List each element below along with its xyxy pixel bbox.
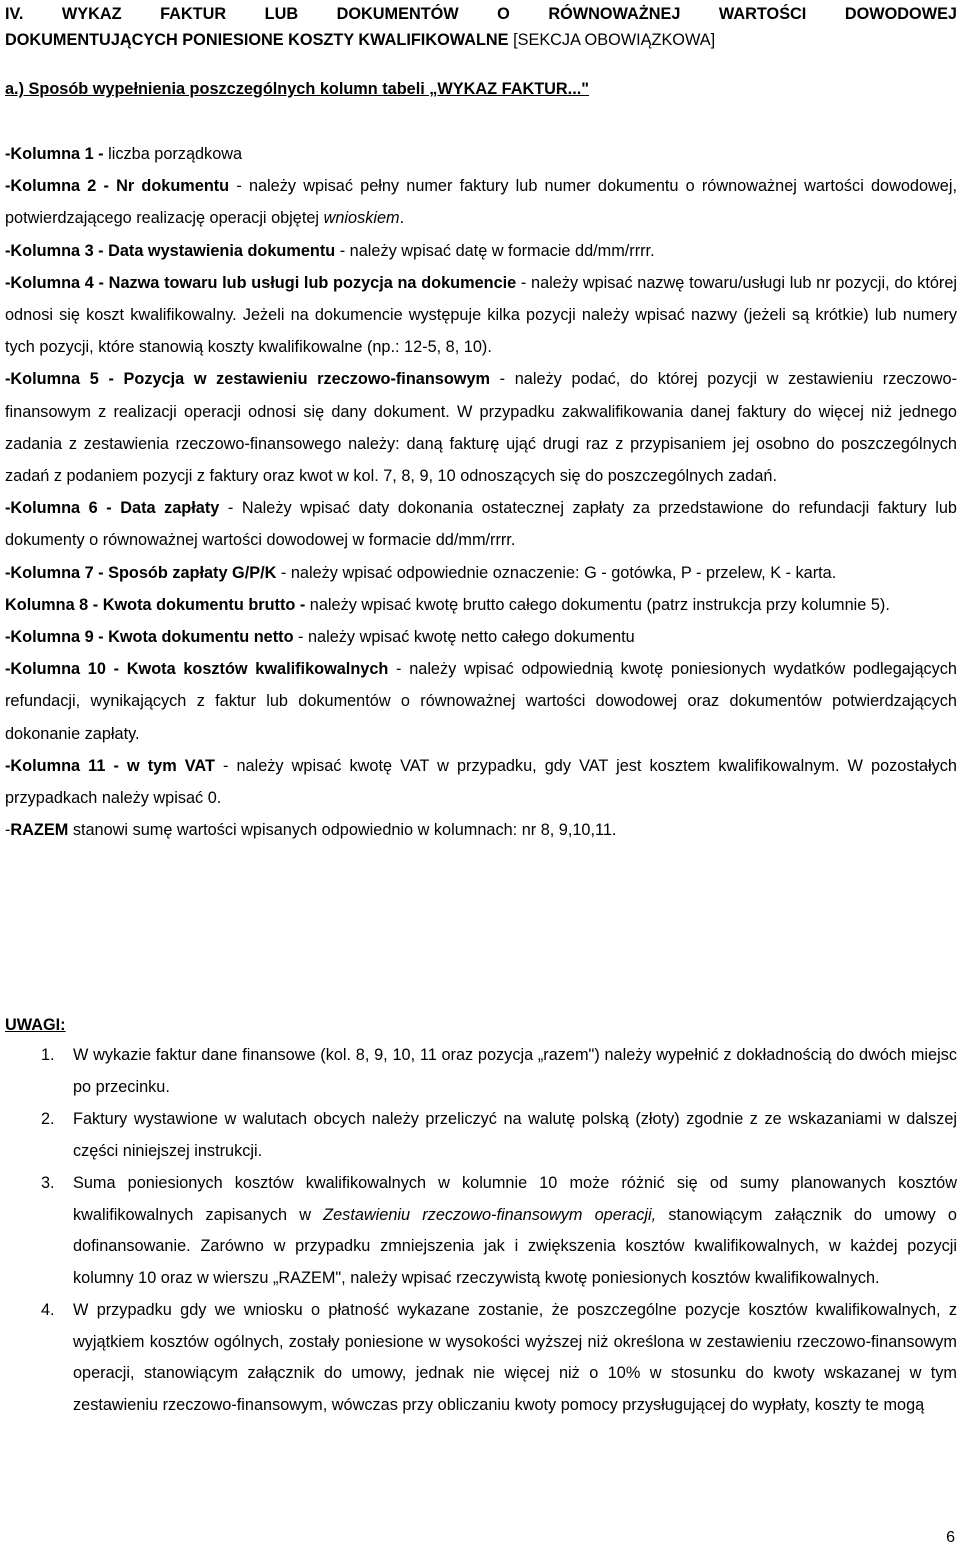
uwagi-item-text: W przypadku gdy we wniosku o płatność wykazane zostanie, że poszczególne pozycje kosztów kwalifikowalnych, z wyjątkiem kosztów ogólnych, zostały poniesione w wysokości wyższej niż określona w zestawieniu rzeczowo-finansowym operacji, stanowiącym załącznik do umowy, jednak nie więcej niż o 10% w stosunku do kwoty wskazanej w tym zestawieniu rzeczowo-finansowym, wówczas przy obliczaniu kwoty pomocy przysługującej do wypłaty, koszty te mogą (73, 1301, 957, 1414)
uwagi-list (5, 1040, 957, 1422)
column-9-description: -Kolumna 9 - Kwota dokumentu netto - należy wpisać kwotę netto całego dokumentu (5, 628, 635, 647)
page-number: 6 (946, 1529, 955, 1546)
column-6-description: -Kolumna 6 - Data zapłaty - Należy wpisać daty dokonania ostatecznej zapłaty za przedstawione do refundacji faktury lub dokumenty o równoważnej wartości dowodowej w formacie dd/mm/rrrr. (5, 499, 957, 550)
column-11-description: -Kolumna 11 - w tym VAT - należy wpisać kwotę VAT w przypadku, gdy VAT jest kosztem kwalifikowalnym. W pozostałych przypadkach należy wpisać 0. (5, 756, 957, 808)
column-2-description: -Kolumna 2 - Nr dokumentu - należy wpisać pełny numer faktury lub numer dokumentu o równoważnej wartości dowodowej, potwierdzającego realizację operacji objętej wnioskiem. (5, 177, 957, 228)
section-title (5, 1, 957, 53)
uwagi-heading: UWAGI: (5, 1016, 66, 1034)
column-8-description: Kolumna 8 - Kwota dokumentu brutto - należy wpisać kwotę brutto całego dokumentu (patrz instrukcja przy kolumnie 5). (5, 595, 890, 614)
razem-description: -RAZEM stanowi sumę wartości wpisanych odpowiednio w kolumnach: nr 8, 9,10,11. (5, 821, 617, 840)
uwagi-item (5, 1295, 957, 1421)
uwagi-item-number: 3. (41, 1174, 55, 1192)
uwagi-item-number: 1. (41, 1046, 55, 1064)
column-7-description: -Kolumna 7 - Sposób zapłaty G/P/K - należy wpisać odpowiednie oznaczenie: G - gotówka, P - przelew, K - karta. (5, 563, 837, 582)
column-descriptions (5, 138, 957, 846)
column-5-description: -Kolumna 5 - Pozycja w zestawieniu rzeczowo-finansowym - należy podać, do której pozycji w zestawieniu rzeczowo-finansowym z realizacji operacji odnosi się dany dokument. W przypadku zakwalifikowania danej faktury do więcej niż jednego zadania z zestawienia rzeczowo-finansowego należy: daną fakturę ująć drugi raz z przypisaniem jej osobno do poszczególnych zadań z podaniem pozycji z faktury oraz kwot w kol. 7, 8, 9, 10 odnoszących się do poszczególnych zadań. (5, 370, 957, 486)
column-1-description: -Kolumna 1 - liczba porządkowa (5, 145, 243, 163)
uwagi-item-text: Faktury wystawione w walutach obcych należy przeliczyć na walutę polską (złoty) zgodnie z ze wskazaniami w dalszej części niniejszej instrukcji. (73, 1110, 957, 1160)
uwagi-item (5, 1168, 957, 1294)
column-3-description: -Kolumna 3 - Data wystawienia dokumentu - należy wpisać datę w formacie dd/mm/rrrr. (5, 241, 655, 260)
column-10-description: -Kolumna 10 - Kwota kosztów kwalifikowalnych - należy wpisać odpowiednią kwotę poniesionych wydatków podlegających refundacji, wynikających z faktur lub dokumentów o równoważnej wartości dowodowej oraz dokumentów potwierdzających dokonanie zapłaty. (5, 660, 957, 743)
uwagi-item-number: 4. (41, 1301, 55, 1319)
section-title-line1: IV. WYKAZ FAKTUR LUB DOKUMENTÓW O RÓWNOWAŻNEJ WARTOŚCI DOWODOWEJ (5, 5, 957, 23)
uwagi-item-text: W wykazie faktur dane finansowe (kol. 8, 9, 10, 11 oraz pozycja „razem") należy wypełnić z dokładnością do dwóch miejsc po przecinku. (73, 1046, 957, 1096)
uwagi-item (5, 1104, 957, 1167)
section-title-line2: DOKUMENTUJĄCYCH PONIESIONE KOSZTY KWALIFIKOWALNE [SEKCJA OBOWIĄZKOWA] (5, 31, 716, 49)
subheading: a.) Sposób wypełnienia poszczególnych kolumn tabeli „WYKAZ FAKTUR..." (5, 80, 589, 98)
uwagi-item (5, 1040, 957, 1103)
uwagi-item-number: 2. (41, 1110, 55, 1128)
uwagi-item-text: Suma poniesionych kosztów kwalifikowalnych w kolumnie 10 może różnić się od sumy planowanych kosztów kwalifikowalnych zapisanych w Zestawieniu rzeczowo-finansowym operacji, stanowiącym załącznik do umowy o dofinansowanie. Zarówno w przypadku zmniejszenia jak i zwiększenia kosztów kwalifikowalnych, w każdej pozycji kolumny 10 oraz w wierszu „RAZEM", należy wpisać rzeczywistą kwotę poniesionych kosztów kwalifikowalnych. (73, 1174, 957, 1287)
column-4-description: -Kolumna 4 - Nazwa towaru lub usługi lub pozycja na dokumencie - należy wpisać nazwę towaru/usługi lub nr pozycji, do której odnosi się koszt kwalifikowalny. Jeżeli na dokumencie występuje kilka pozycji należy wpisać nazwy (jeżeli są krótkie) lub numery tych pozycji, które stanowią koszty kwalifikowalne (np.: 12-5, 8, 10). (5, 273, 957, 357)
